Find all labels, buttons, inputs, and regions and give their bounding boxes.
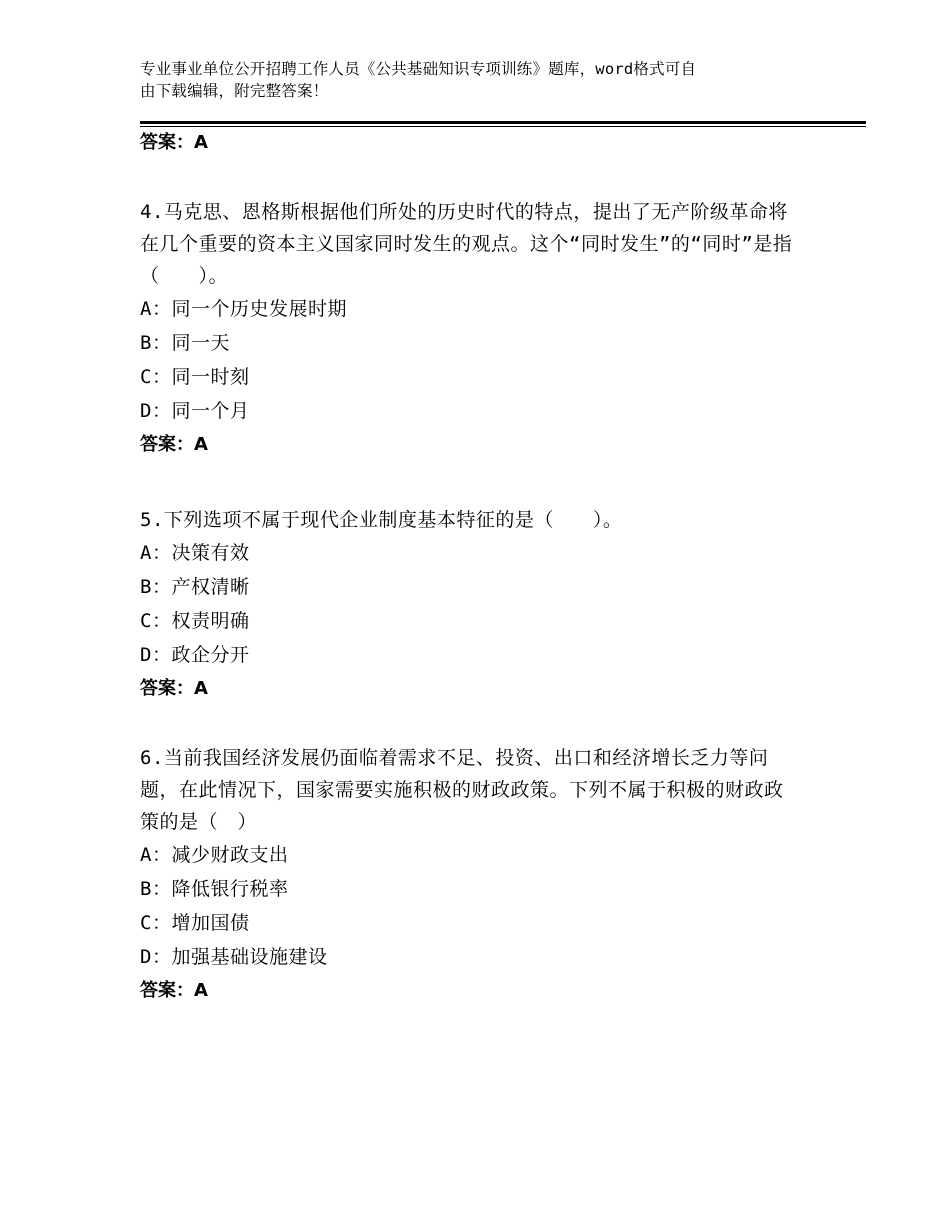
- answer-line: 答案：A: [140, 980, 208, 1001]
- question-6: [140, 742, 800, 1008]
- option-b: B：同一天: [140, 332, 230, 354]
- option-c: C：权责明确: [140, 610, 250, 632]
- answer-line: 答案：A: [140, 434, 208, 455]
- header-line-1: 专业事业单位公开招聘工作人员《公共基础知识专项训练》题库，word格式可自: [140, 60, 697, 78]
- option-d: D：政企分开: [140, 644, 250, 666]
- question-5: [140, 504, 800, 706]
- option-a: A：减少财政支出: [140, 844, 289, 866]
- option-c: C：增加国债: [140, 912, 250, 934]
- header-rule-thick: [140, 121, 866, 124]
- option-b: B：产权清晰: [140, 576, 250, 598]
- option-d: D：同一个月: [140, 400, 250, 422]
- question-stem: 4.马克思、恩格斯根据他们所处的历史时代的特点，提出了无产阶级革命将在几个重要的资本主义国家同时发生的观点。这个“同时发生”的“同时”是指（ ）。: [140, 201, 793, 287]
- question-4: [140, 196, 800, 462]
- option-a: A：同一个历史发展时期: [140, 298, 347, 320]
- option-d: D：加强基础设施建设: [140, 946, 328, 968]
- previous-question-answer: 答案：A: [140, 132, 208, 153]
- page-header: [140, 58, 820, 102]
- question-stem: 6.当前我国经济发展仍面临着需求不足、投资、出口和经济增长乏力等问题，在此情况下，国家需要实施积极的财政政策。下列不属于积极的财政政策的是（ ）: [140, 747, 784, 833]
- option-b: B：降低银行税率: [140, 878, 289, 900]
- header-line-2: 由下载编辑，附完整答案！: [140, 82, 329, 100]
- option-a: A：决策有效: [140, 542, 250, 564]
- header-rule-thin: [140, 126, 866, 127]
- question-stem: 5.下列选项不属于现代企业制度基本特征的是（ ）。: [140, 509, 623, 531]
- answer-line: 答案：A: [140, 678, 208, 699]
- option-c: C：同一时刻: [140, 366, 250, 388]
